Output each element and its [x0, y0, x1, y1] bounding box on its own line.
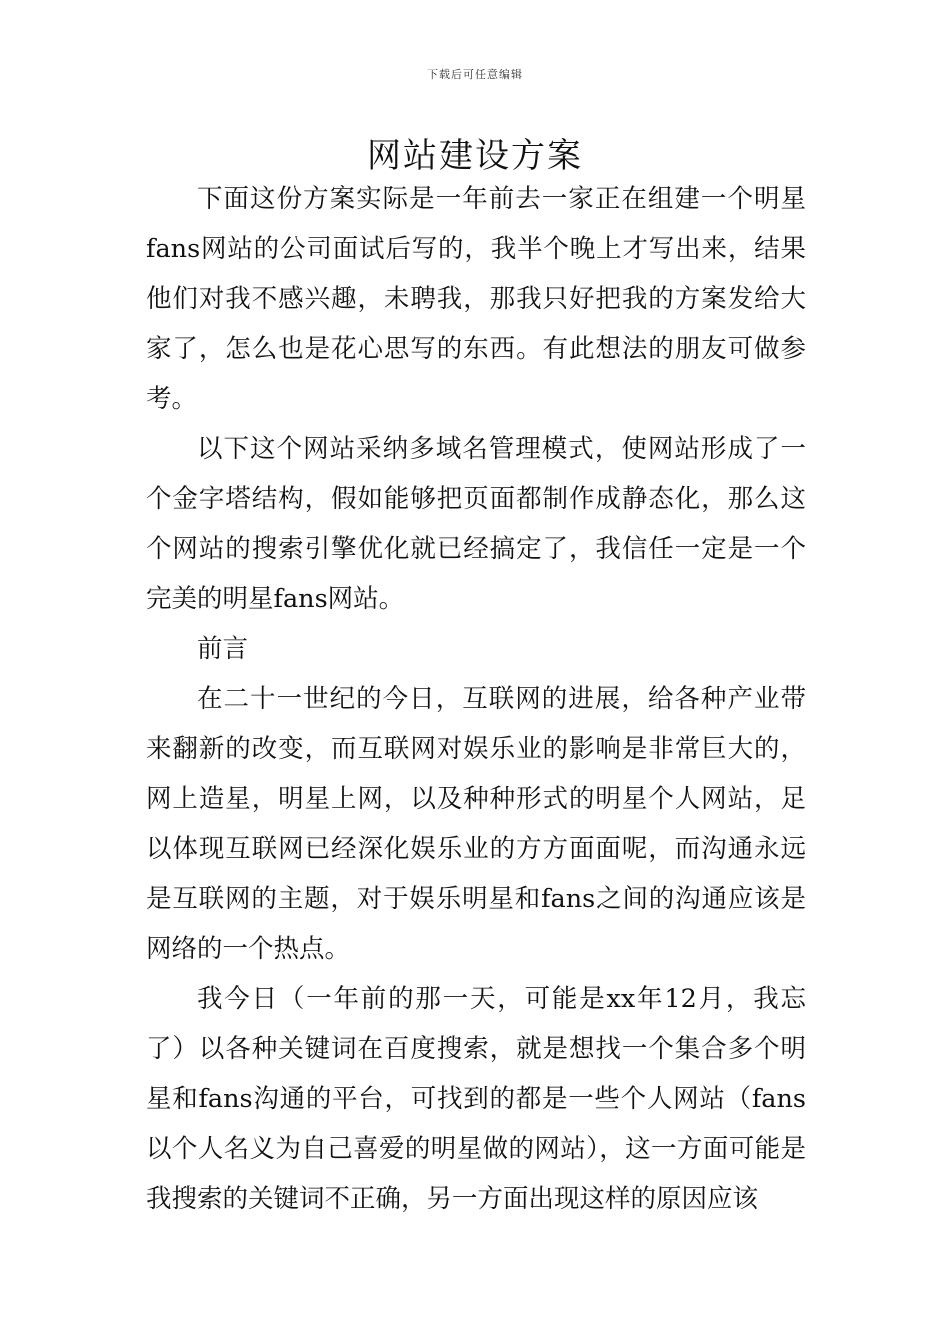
header-note: 下载后可任意编辑 [427, 68, 523, 81]
paragraph-structure: 以下这个网站采纳多域名管理模式，使网站形成了一个金字塔结构，假如能够把页面都制作成静态化，那么这个网站的搜索引擎优化就已经搞定了，我信任一定是一个完美的明星fans网站。 [146, 434, 806, 614]
paragraph-search: 我今日（一年前的那一天，可能是xx年12月，我忘了）以各种关键词在百度搜索，就是想找一个集合多个明星和fans沟通的平台，可找到的都是一些个人网站（fans以个人名义为自己喜爱的明星做的网站），这一方面可能是我搜索的关键词不正确，另一方面出现这样的原因应该 [146, 984, 806, 1214]
document-title: 网站建设方案 [367, 136, 583, 176]
paragraph-intro: 下面这份方案实际是一年前去一家正在组建一个明星fans网站的公司面试后写的，我半个晚上才写出来，结果他们对我不感兴趣，未聘我，那我只好把我的方案发给大家了，怎么也是花心思写的东西。有此想法的朋友可做参考。 [146, 184, 806, 414]
section-heading-preface: 前言 [197, 634, 249, 664]
paragraph-preface: 在二十一世纪的今日，互联网的进展，给各种产业带来翻新的改变，而互联网对娱乐业的影响是非常巨大的，网上造星，明星上网，以及种种形式的明星个人网站，足以体现互联网已经深化娱乐业的方方面面呢，而沟通永远是互联网的主题，对于娱乐明星和fans之间的沟通应该是网络的一个热点。 [146, 684, 806, 964]
document-body [146, 174, 806, 1224]
